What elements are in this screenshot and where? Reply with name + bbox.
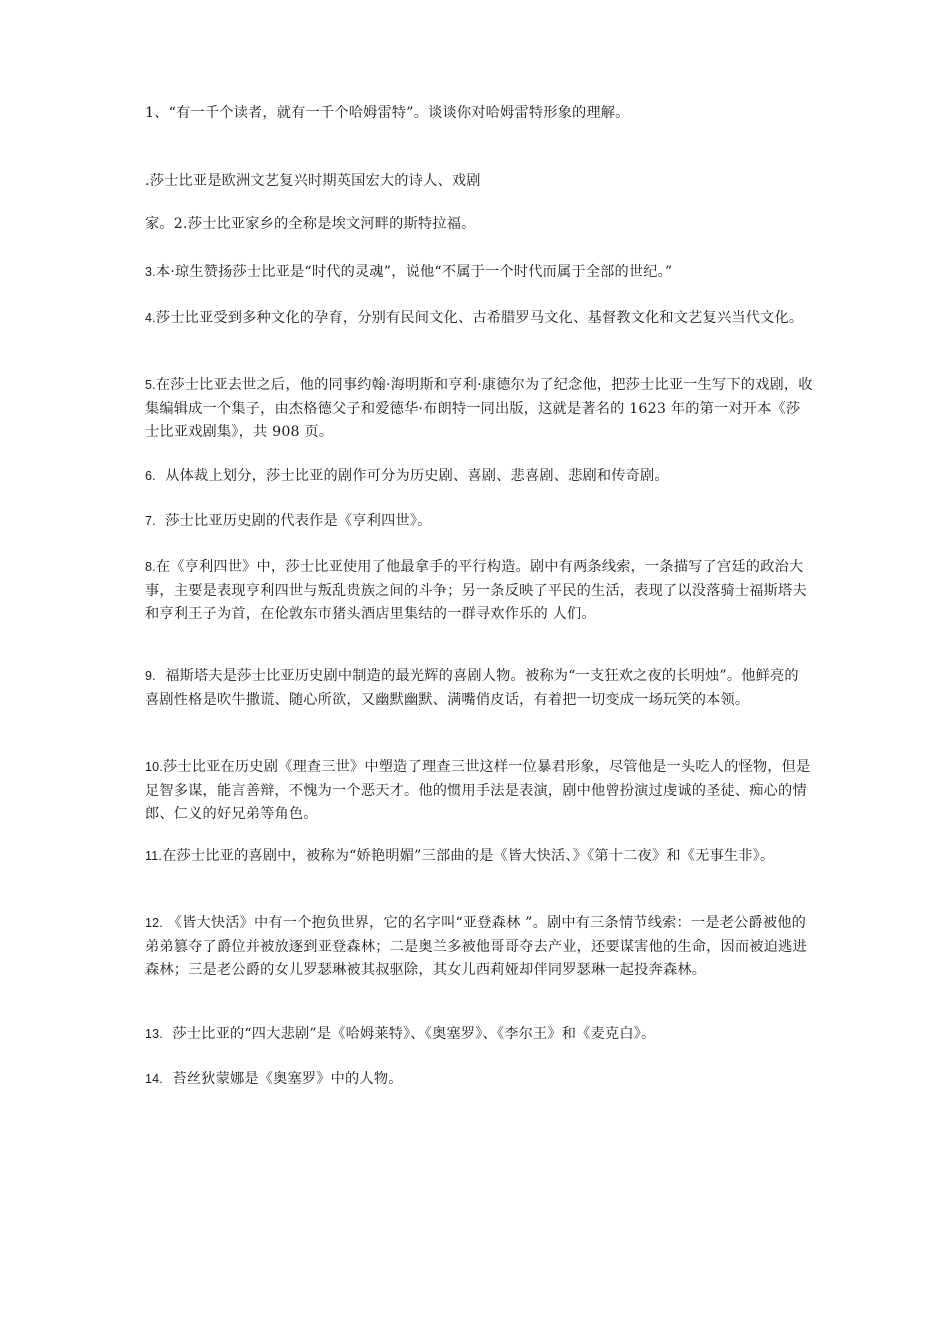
- item-text: 在莎士比亚去世之后，他的同事约翰·海明斯和亨利·康德尔为了纪念他，把莎士比亚一生写下的戏剧，收集编辑成一个集子，由杰格德父子和爱德华·布朗特一同出版，这就是著名的 1623 年的第一对开本《莎士比亚戏剧集》，共 908 页。: [145, 377, 813, 440]
- item-text: 莎士比亚受到多种文化的孕育，分别有民间文化、古希腊罗马文化、基督教文化和文艺复兴当代文化。: [155, 310, 804, 326]
- item-number: 7.: [145, 514, 156, 528]
- item-text: 莎士比亚在历史剧《理查三世》中塑造了理查三世这样一位暴君形象，尽管他是一头吃人的怪物，但是足智多谋，能言善辩，不愧为一个恶天才。他的惯用手法是表演，剧中他曾扮演过虔诚的圣徒、痴心的情郎、仁义的好兄弟等角色。: [145, 759, 811, 822]
- question-text: 1、“有一千个读者，就有一千个哈姆雷特”。谈谈你对哈姆雷特形象的理解。: [145, 105, 630, 121]
- list-item: [145, 556, 813, 627]
- list-item: [145, 1068, 813, 1092]
- item-number: 13.: [145, 1027, 163, 1041]
- item-text: 从体裁上划分，莎士比亚的剧作可分为历史剧、喜剧、悲喜剧、悲剧和传奇剧。: [165, 468, 669, 484]
- item-text: 莎士比亚的“四大悲剧”是《哈姆莱特》、《奥塞罗》、《李尔王》和《麦克白》。: [172, 1026, 656, 1042]
- list-item: [145, 912, 813, 983]
- list-item: [145, 261, 813, 285]
- list-item: [145, 307, 813, 331]
- item-text: 本·琼生赞扬莎士比亚是“时代的灵魂”，说他“不属于一个时代而属于全部的世纪。”: [155, 264, 673, 280]
- item-number: 5.: [145, 378, 156, 392]
- item-text: 莎士比亚历史剧的代表作是《亨利四世》。: [165, 513, 432, 529]
- list-item: [145, 1023, 813, 1047]
- item-number: 14.: [145, 1072, 163, 1086]
- item-number: 12.: [145, 916, 163, 930]
- item-number: 4.: [145, 311, 156, 325]
- item-text: 在《亨利四世》中，莎士比亚使用了他最拿手的平行构造。剧中有两条线索，一条描写了宫廷的政治大事，主要是表现亨利四世与叛乱贵族之间的斗争；另一条反映了平民的生活，表现了以没落骑士福斯塔夫和亨利王子为首，在伦敦东市猪头酒店里集结的一群寻欢作乐的 人们。: [145, 559, 807, 622]
- item-number: 8.: [145, 560, 156, 574]
- item-text: 《皆大快活》中有一个抱负世界，它的名字叫“亚登森林 ”。剧中有三条情节线索：一是老公爵被他的弟弟篡夺了爵位并被放逐到亚登森林；二是奥兰多被他哥哥夺去产业，还要谋害他的生命，因而被迫逃进森林；三是老公爵的女儿罗瑟琳被其叔驱除，其女儿西莉娅却伴同罗瑟琳一起投奔森林。: [145, 915, 807, 978]
- list-item: [145, 465, 813, 489]
- item-text: 苔丝狄蒙娜是《奥塞罗》中的人物。: [172, 1071, 403, 1087]
- list-item: .莎士比亚是欧洲文艺复兴时期英国宏大的诗人、戏剧: [145, 173, 481, 189]
- item-number: 10.: [145, 760, 163, 774]
- item-text: 在莎士比亚的喜剧中，被称为“娇艳明媚”三部曲的是《皆大快活、》《第十二夜》和《无事生非》。: [162, 848, 775, 864]
- list-item: [145, 374, 813, 445]
- list-item: [145, 756, 813, 827]
- list-item: [145, 665, 813, 712]
- list-item: [145, 845, 813, 869]
- item-number: 6.: [145, 469, 156, 483]
- list-item: 家。2.莎士比亚家乡的全称是埃文河畔的斯特拉福。: [145, 216, 476, 232]
- list-item: [145, 510, 813, 534]
- item-number: 9.: [145, 669, 156, 683]
- item-number: 11.: [145, 849, 163, 863]
- item-number: 3.: [145, 265, 156, 279]
- item-text: 福斯塔夫是莎士比亚历史剧中制造的最光辉的喜剧人物。被称为“一支狂欢之夜的长明烛”。他鲜亮的喜剧性格是吹牛撒谎、随心所欲，又幽默幽默、满嘴俏皮话，有着把一切变成一场玩笑的本领。: [145, 668, 799, 708]
